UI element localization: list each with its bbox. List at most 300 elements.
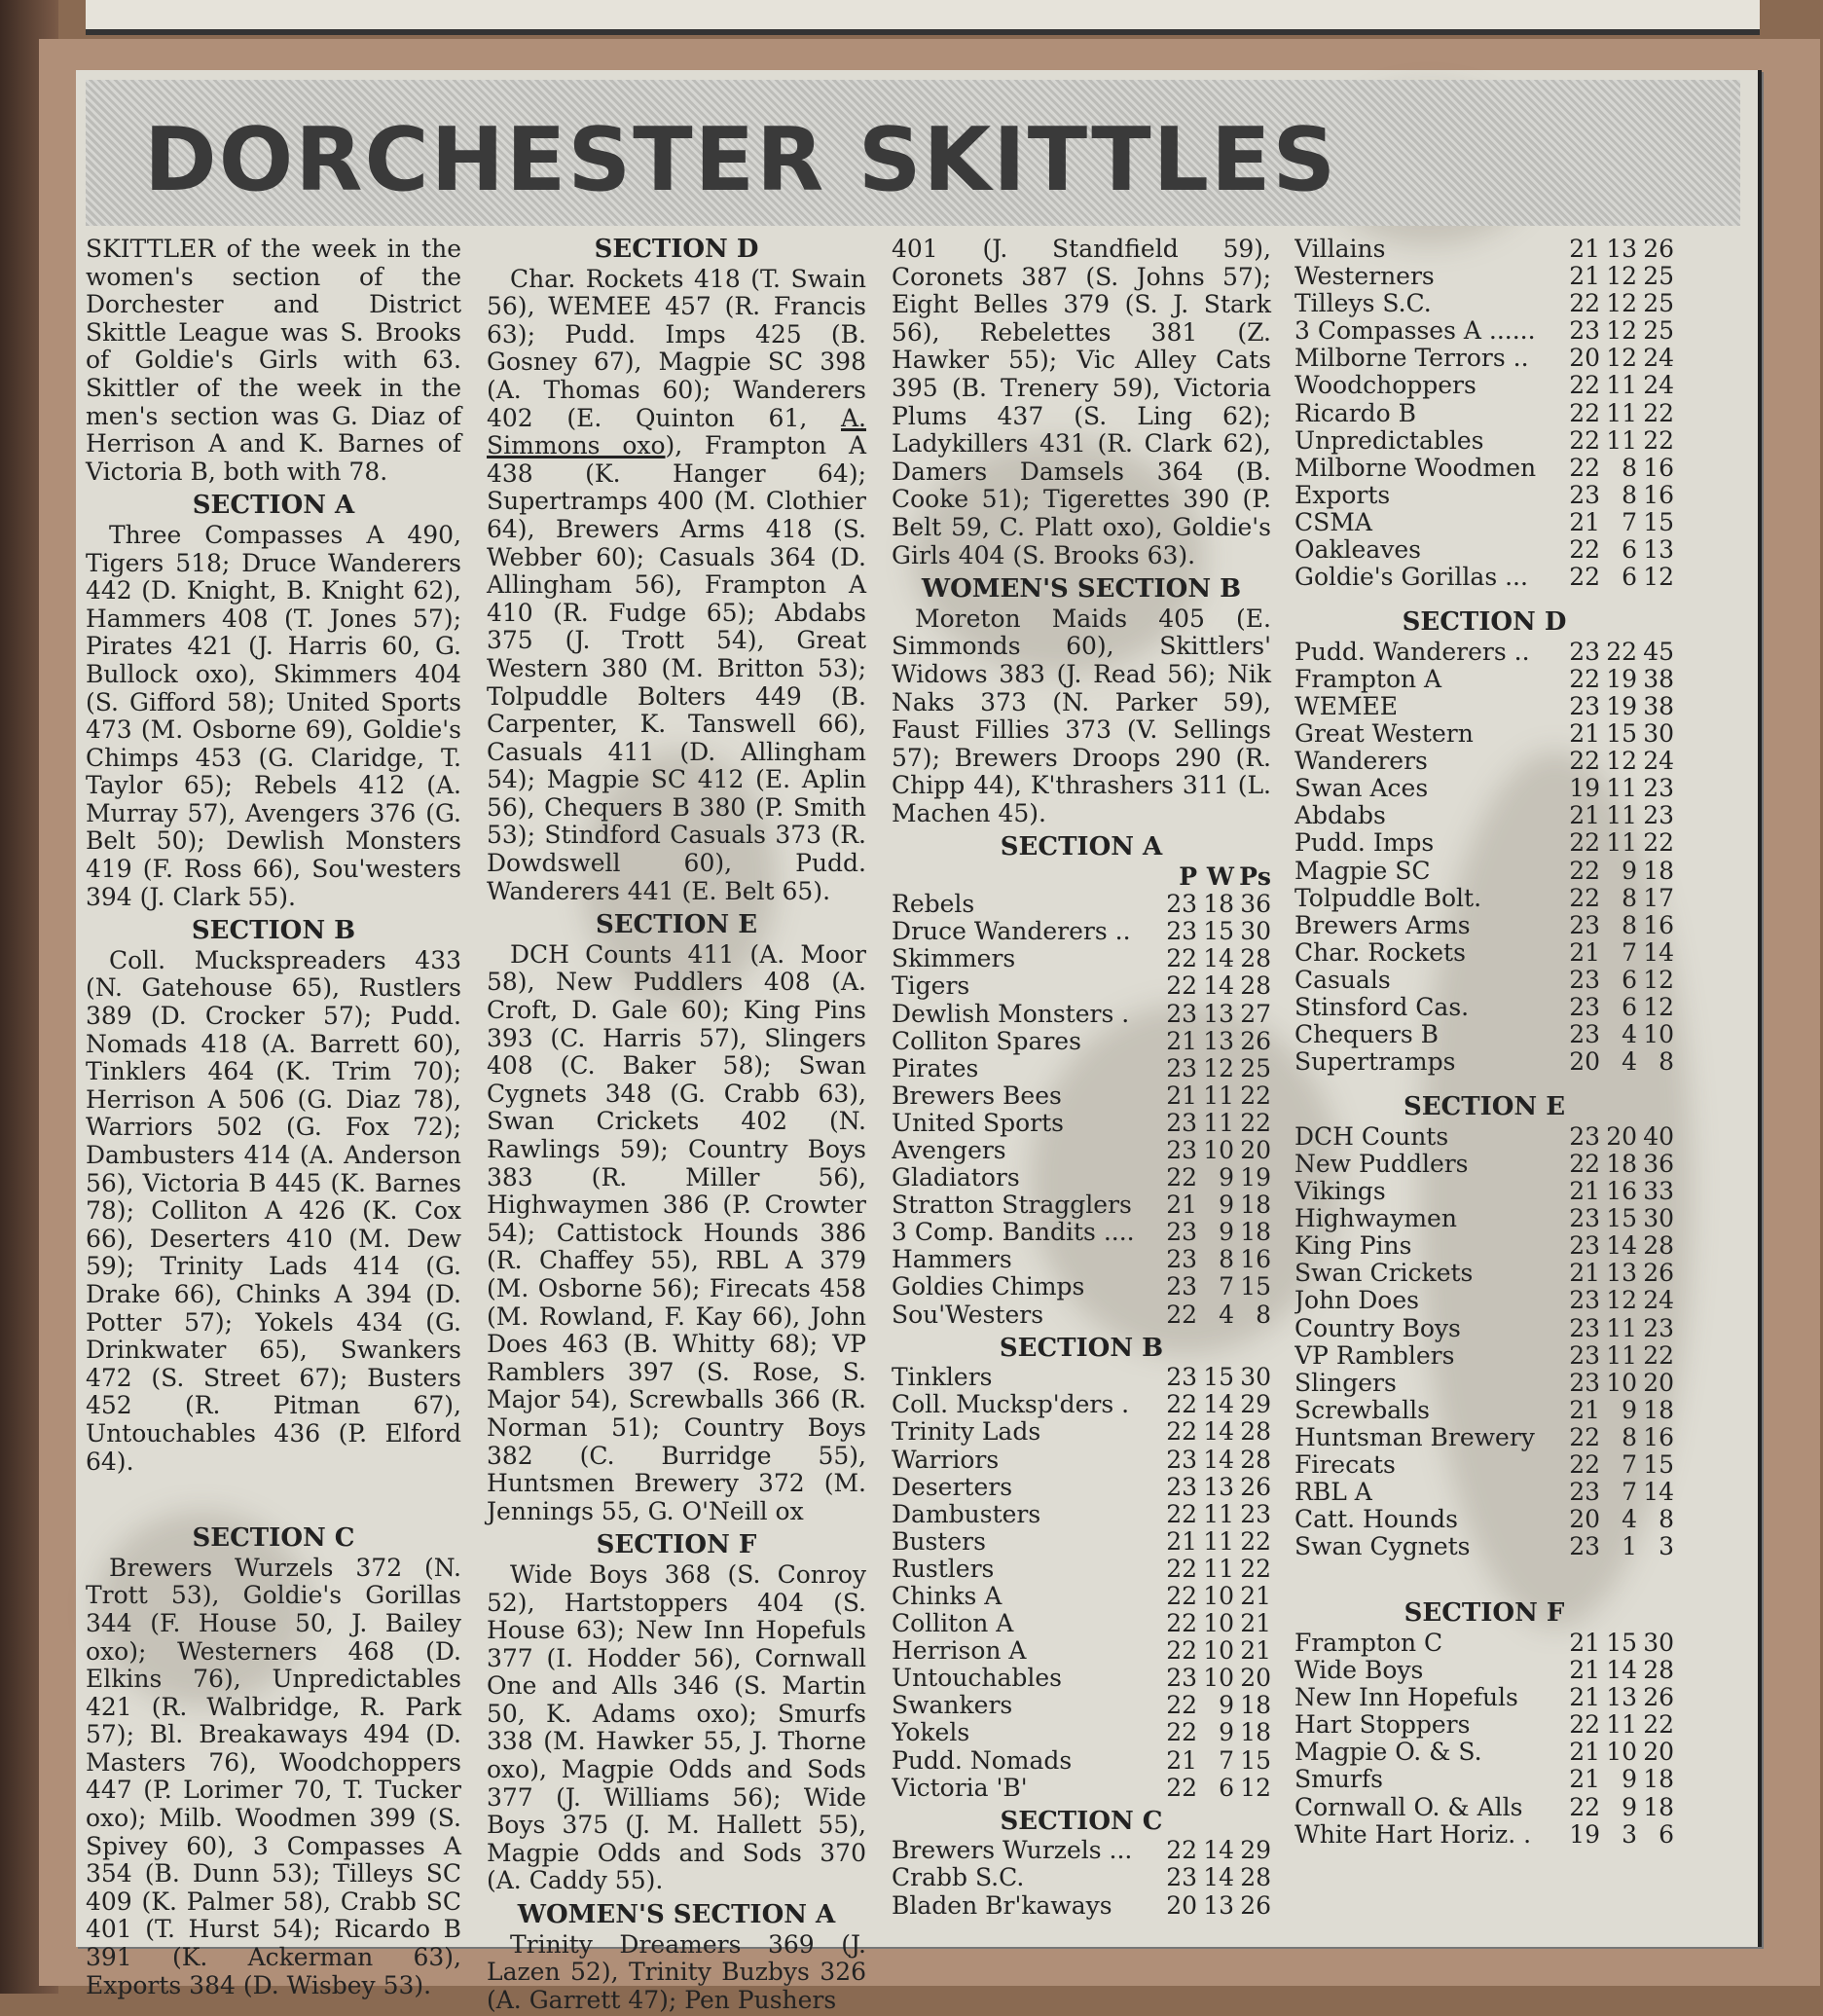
points: 29 [1240, 1836, 1271, 1865]
table-d-heading: SECTION D [1402, 607, 1567, 638]
won: 11 [1203, 1108, 1234, 1137]
team-name: Smurfs [1294, 1766, 1383, 1794]
played: 23 [1569, 1340, 1600, 1370]
played: 21 [1166, 1191, 1197, 1220]
team-name: Highwaymen [1294, 1205, 1457, 1233]
team-name: Untouchables [892, 1665, 1062, 1693]
table-row [892, 1164, 1271, 1191]
team-name: Dambusters [892, 1500, 1041, 1528]
table-row [892, 1665, 1271, 1692]
played: 22 [1166, 1417, 1197, 1447]
league-table-b [892, 1364, 1271, 1802]
won: 8 [1622, 910, 1637, 939]
team-name: Unpredictables [1294, 426, 1484, 455]
played: 23 [1569, 1286, 1600, 1315]
won: 9 [1219, 1163, 1234, 1192]
played: 22 [1569, 535, 1600, 565]
points: 3 [1659, 1532, 1674, 1561]
points: 28 [1240, 1417, 1271, 1447]
points: 15 [1643, 507, 1674, 536]
team-name: Westerners [1294, 263, 1435, 291]
won: 9 [1622, 1395, 1637, 1424]
played: 21 [1569, 719, 1600, 749]
points: 36 [1240, 890, 1271, 919]
table-row [892, 1775, 1271, 1802]
table-row [892, 1364, 1271, 1391]
table-row [892, 1301, 1271, 1329]
table-row [892, 1055, 1271, 1082]
points: 13 [1643, 535, 1674, 565]
team-name: Ricardo B [1294, 399, 1417, 427]
team-name: Wide Boys [1294, 1657, 1424, 1685]
team-name: New Inn Hopefuls [1294, 1684, 1518, 1712]
table-row [892, 1391, 1271, 1418]
played: 21 [1569, 1656, 1600, 1685]
team-name: Oakleaves [1294, 536, 1421, 565]
team-name: Casuals [1294, 966, 1391, 994]
table-row [1294, 455, 1674, 482]
played: 23 [1569, 1121, 1600, 1151]
team-name: Stinsford Cas. [1294, 994, 1470, 1022]
played: 21 [1569, 235, 1600, 263]
points: 17 [1643, 883, 1674, 912]
played: 22 [1569, 1792, 1600, 1821]
points: 16 [1240, 1245, 1271, 1274]
played: 21 [1569, 1738, 1600, 1767]
points: 22 [1240, 1554, 1271, 1583]
points: 18 [1643, 1792, 1674, 1821]
team-name: Bladen Br'kaways [892, 1891, 1112, 1920]
won: 11 [1203, 1081, 1234, 1110]
table-row [1294, 400, 1674, 427]
won: 9 [1622, 856, 1637, 885]
played: 22 [1569, 828, 1600, 858]
won: 14 [1203, 1390, 1234, 1419]
won: 9 [1219, 1691, 1234, 1720]
played: 23 [1166, 1218, 1197, 1247]
points: 6 [1659, 1819, 1674, 1849]
played: 22 [1569, 289, 1600, 318]
table-row [1294, 564, 1674, 591]
points: 22 [1643, 1710, 1674, 1740]
table-row [1294, 994, 1674, 1021]
team-name: Swan Cygnets [1294, 1533, 1471, 1561]
team-name: Pudd. Imps [1294, 829, 1435, 858]
team-name: Chequers B [1294, 1021, 1440, 1049]
team-name: Colliton A [892, 1610, 1014, 1638]
team-name: Coll. Mucksp'ders . [892, 1391, 1130, 1419]
team-name: New Puddlers [1294, 1151, 1469, 1178]
played: 23 [1166, 917, 1197, 946]
won: 11 [1606, 1340, 1637, 1370]
won: 13 [1606, 1259, 1637, 1288]
won: 11 [1606, 398, 1637, 427]
points: 16 [1643, 480, 1674, 509]
played: 22 [1166, 1300, 1197, 1329]
played: 23 [1166, 1363, 1197, 1392]
won: 10 [1203, 1582, 1234, 1610]
played: 23 [1166, 890, 1197, 919]
played: 22 [1569, 1150, 1600, 1178]
points: 26 [1643, 235, 1674, 263]
table-row [1294, 1123, 1674, 1151]
played: 22 [1166, 1636, 1197, 1666]
team-name: Vikings [1294, 1178, 1386, 1206]
won: 9 [1622, 1792, 1637, 1821]
table-c-heading: SECTION C [1000, 1806, 1163, 1836]
table-row [1294, 536, 1674, 564]
points: 28 [1240, 1445, 1271, 1474]
points: 24 [1643, 1286, 1674, 1315]
team-name: CSMA [1294, 508, 1372, 536]
played: 23 [1569, 1020, 1600, 1049]
team-name: Crabb S.C. [892, 1864, 1025, 1892]
played: 23 [1166, 1245, 1197, 1274]
won: 10 [1203, 1609, 1234, 1638]
points: 23 [1240, 1499, 1271, 1528]
won: 12 [1606, 344, 1637, 373]
won: 14 [1203, 1863, 1234, 1892]
section-a-heading: SECTION A [192, 491, 355, 521]
won: 10 [1203, 1636, 1234, 1666]
played: 23 [1569, 316, 1600, 346]
played: 23 [1569, 993, 1600, 1022]
team-name: Tinklers [892, 1364, 993, 1392]
points: 16 [1643, 910, 1674, 939]
won: 11 [1606, 1313, 1637, 1342]
table-row [1294, 1232, 1674, 1260]
won: 18 [1203, 890, 1234, 919]
won: 14 [1203, 1445, 1234, 1474]
points: 22 [1240, 1526, 1271, 1556]
points: 18 [1643, 1395, 1674, 1424]
points: 30 [1643, 719, 1674, 749]
played: 21 [1166, 1081, 1197, 1110]
column-1 [86, 236, 461, 2001]
table-row [892, 1637, 1271, 1665]
team-name: Pudd. Wanderers .. [1294, 638, 1530, 666]
played: 21 [1569, 262, 1600, 291]
team-name: Herrison A [892, 1637, 1027, 1666]
section-d-results [487, 266, 866, 906]
points: 22 [1240, 1108, 1271, 1137]
played: 23 [1166, 1272, 1197, 1301]
won: 6 [1622, 965, 1637, 994]
won: 6 [1622, 993, 1637, 1022]
section-f-results: Wide Boys 368 (S. Conroy 52), Hartstoppers 404 (S. House 63); New Inn Hopefuls 377 (I. Hodder 56), Cornwall One and Alls 346 (S. Martin 50, K. Adams oxo); Smurfs 338 (M. Hawker 55, J. Thorne oxo), Magpie Odds and Sods 377 (J. Williams 56); Wide Boys 375 (J. M. Hallett 55), Magpie Odds and Sods 370 (A. Caddy 55). [487, 1559, 866, 1895]
points: 14 [1643, 1478, 1674, 1507]
points: 25 [1643, 316, 1674, 346]
table-row [1294, 967, 1674, 994]
team-name: Warriors [892, 1446, 1000, 1474]
team-name: Exports [1294, 481, 1391, 509]
won: 6 [1622, 535, 1637, 565]
table-row [1294, 1739, 1674, 1766]
played: 23 [1166, 1053, 1197, 1082]
table-row [892, 1719, 1271, 1746]
won: 8 [1622, 453, 1637, 482]
table-row [1294, 263, 1674, 290]
league-table-c [892, 1837, 1271, 1919]
table-row [1294, 1821, 1674, 1849]
points: 30 [1643, 1204, 1674, 1233]
points: 36 [1643, 1150, 1674, 1178]
table-row [1294, 720, 1674, 748]
table-row [892, 1447, 1271, 1474]
won: 11 [1606, 425, 1637, 455]
table-row [1294, 639, 1674, 666]
league-table-c-continued [1294, 236, 1674, 591]
points: 12 [1643, 993, 1674, 1022]
points: 23 [1643, 801, 1674, 830]
played: 22 [1166, 971, 1197, 1001]
table-row [1294, 1287, 1674, 1314]
points: 33 [1643, 1177, 1674, 1206]
team-name: DCH Counts [1294, 1122, 1449, 1151]
team-name: Pudd. Nomads [892, 1746, 1073, 1775]
points: 15 [1643, 1450, 1674, 1480]
team-name: Huntsman Brewery [1294, 1423, 1535, 1451]
team-name: Milborne Terrors .. [1294, 345, 1529, 373]
won: 12 [1606, 747, 1637, 776]
team-name: Victoria 'B' [892, 1774, 1028, 1802]
points: 16 [1643, 1422, 1674, 1451]
team-name: Chinks A [892, 1583, 1003, 1610]
won: 11 [1606, 828, 1637, 858]
table-row [892, 1191, 1271, 1219]
played: 23 [1166, 999, 1197, 1028]
table-row [892, 1528, 1271, 1556]
played: 23 [1569, 480, 1600, 509]
table-row [1294, 775, 1674, 802]
played: 23 [1166, 1136, 1197, 1164]
won: 7 [1622, 1450, 1637, 1480]
played: 22 [1569, 664, 1600, 693]
won: 15 [1203, 1363, 1234, 1392]
points: 22 [1643, 828, 1674, 858]
points: 26 [1240, 1026, 1271, 1055]
table-row [1294, 666, 1674, 693]
team-name: Country Boys [1294, 1314, 1461, 1342]
played: 22 [1569, 453, 1600, 482]
won: 12 [1606, 316, 1637, 346]
points: 28 [1240, 1863, 1271, 1892]
points: 18 [1643, 856, 1674, 885]
team-name: Frampton C [1294, 1630, 1443, 1657]
played: 22 [1166, 1163, 1197, 1192]
table-row [1294, 1397, 1674, 1424]
team-name: Avengers [892, 1137, 1006, 1164]
table-row [892, 1747, 1271, 1775]
won: 11 [1606, 1710, 1637, 1740]
team-name: Tilleys S.C. [1294, 290, 1432, 318]
team-name: United Sports [892, 1109, 1064, 1137]
table-row [1294, 1178, 1674, 1205]
table-row [892, 1556, 1271, 1583]
played: 22 [1166, 1390, 1197, 1419]
team-name: Brewers Arms [1294, 911, 1471, 939]
played: 22 [1166, 944, 1197, 973]
table-row [1294, 1151, 1674, 1178]
team-name: Skimmers [892, 945, 1016, 973]
points: 8 [1659, 1505, 1674, 1534]
table-row [892, 1246, 1271, 1273]
points: 29 [1240, 1390, 1271, 1419]
points: 20 [1643, 1738, 1674, 1767]
team-name: Pirates [892, 1054, 979, 1082]
played: 20 [1166, 1890, 1197, 1920]
points: 12 [1643, 965, 1674, 994]
won: 4 [1622, 1020, 1637, 1049]
team-name: RBL A [1294, 1479, 1372, 1507]
team-name: Cornwall O. & Alls [1294, 1793, 1523, 1821]
table-row [1294, 1711, 1674, 1739]
table-a-heading: SECTION A [1000, 832, 1163, 862]
played: 23 [1569, 1313, 1600, 1342]
table-row [1294, 509, 1674, 536]
points: 20 [1240, 1136, 1271, 1164]
points: 10 [1643, 1020, 1674, 1049]
table-row [1294, 829, 1674, 857]
team-name: Char. Rockets [1294, 938, 1466, 967]
won: 7 [1622, 937, 1637, 967]
won: 12 [1203, 1053, 1234, 1082]
played: 21 [1569, 1683, 1600, 1712]
played: 19 [1569, 1819, 1600, 1849]
won: 8 [1622, 883, 1637, 912]
points: 18 [1240, 1718, 1271, 1747]
played: 21 [1569, 1629, 1600, 1657]
table-row [1294, 236, 1674, 263]
won: 9 [1219, 1191, 1234, 1220]
headline-banner [86, 80, 1740, 226]
played: 21 [1166, 1526, 1197, 1556]
team-name: Trinity Lads [892, 1418, 1041, 1447]
team-name: Druce Wanderers .. [892, 918, 1131, 946]
played: 22 [1569, 856, 1600, 885]
team-name: Magpie O. & S. [1294, 1739, 1482, 1767]
played: 22 [1166, 1554, 1197, 1583]
points: 12 [1643, 563, 1674, 592]
team-name: Hammers [892, 1246, 1012, 1274]
women-section-b-results: Moreton Maids 405 (E. Simmonds 60), Skittlers' Widows 383 (J. Read 56); Nik Naks 373 (N. Parker 59), Faust Fillies 373 (V. Sellings 57); Brewers Droops 290 (R. Chipp 44), K'thrashers 311 (L. Machen 45). [892, 604, 1271, 827]
points: 14 [1643, 937, 1674, 967]
played: 23 [1166, 1863, 1197, 1892]
points: 30 [1643, 1629, 1674, 1657]
team-name: Woodchoppers [1294, 372, 1477, 400]
women-section-a-continued: 401 (J. Standfield 59), Coronets 387 (S. Johns 57); Eight Belles 379 (S. J. Stark 56), Rebelettes 381 (Z. Hawker 55); Vic Alley Cats 395 (B. Trenery 59), Victoria Plums 437 (S. Ling 62); Ladykillers 431 (R. Clark 62), Damers Damsels 364 (B. Cooke 51); Tigerettes 390 (P. Belt 59, C. Platt oxo), Goldie's Girls 404 (S. Brooks 63). [892, 235, 1271, 569]
won: 11 [1203, 1499, 1234, 1528]
points: 18 [1240, 1191, 1271, 1220]
played: 21 [1166, 1026, 1197, 1055]
table-row [1294, 1315, 1674, 1342]
team-name: Swankers [892, 1692, 1013, 1720]
played: 21 [1569, 1259, 1600, 1288]
table-row [892, 891, 1271, 918]
played: 22 [1569, 371, 1600, 400]
played: 21 [1569, 1177, 1600, 1206]
played: 23 [1569, 910, 1600, 939]
won: 13 [1203, 1890, 1234, 1920]
team-name: Frampton A [1294, 665, 1442, 693]
points: 24 [1643, 371, 1674, 400]
played: 23 [1166, 1472, 1197, 1501]
points: 22 [1643, 1340, 1674, 1370]
section-d-text-part2: ), Frampton A 438 (K. Hanger 64); Supertramps 400 (M. Clothier 64), Brewers Arms 418 (S. Webber 60); Casuals 364 (D. Allingham 56), Frampton A 410 (R. Fudge 65); Abdabs 375 (J. Trott 54), Great Western 380 (M. Britton 53); Tolpuddle Bolters 449 (B. Carpenter, K. Tanswell 66), Casuals 411 (D. Allingham 54); Magpie SC 412 (E. Aplin 56), Chequers B 380 (P. Smith 53); Stindford Casuals 373 (R. Dowdswell 60), Pudd. Wanderers 441 (E. Belt 65). [487, 431, 866, 905]
won: 19 [1606, 664, 1637, 693]
women-section-a-results: Trinity Dreamers 369 (J. Lazen 52), Trinity Buzbys 326 (A. Garrett 47); Pen Pushers [487, 1929, 866, 2014]
played: 22 [1166, 1609, 1197, 1638]
table-row [892, 972, 1271, 1000]
won: 4 [1622, 1505, 1637, 1534]
intro-paragraph: SKITTLER of the week in the women's section of the Dorchester and District Skittle League was S. Brooks of Goldie's Girls with 63. Skittler of the week in the men's section was G. Diaz of Herrison A and K. Barnes of Victoria B, both with 78. [86, 235, 461, 486]
women-section-a-heading: WOMEN'S SECTION A [517, 1900, 836, 1930]
team-name: VP Ramblers [1294, 1341, 1455, 1370]
team-name: Rustlers [892, 1555, 995, 1583]
points: 38 [1643, 692, 1674, 720]
played: 23 [1569, 637, 1600, 666]
won: 15 [1606, 1204, 1637, 1233]
points: 12 [1240, 1773, 1271, 1802]
points: 18 [1643, 1765, 1674, 1794]
won: 9 [1622, 1765, 1637, 1794]
table-row [892, 1474, 1271, 1501]
table-row [1294, 1021, 1674, 1048]
played: 21 [1569, 1395, 1600, 1424]
table-row [892, 1610, 1271, 1637]
table-row [1294, 912, 1674, 939]
col-header-points: Ps [1239, 862, 1271, 892]
table-row [1294, 1794, 1674, 1821]
table-b-heading: SECTION B [999, 1333, 1164, 1363]
played: 22 [1569, 563, 1600, 592]
won: 18 [1606, 1150, 1637, 1178]
played: 23 [1166, 1445, 1197, 1474]
team-name: King Pins [1294, 1232, 1412, 1261]
col-header-played: P [1179, 862, 1197, 892]
won: 6 [1219, 1773, 1234, 1802]
won: 6 [1622, 563, 1637, 592]
newspaper-clipping [76, 70, 1762, 2014]
table-row [1294, 372, 1674, 399]
won: 14 [1203, 1836, 1234, 1865]
won: 15 [1203, 917, 1234, 946]
points: 38 [1643, 664, 1674, 693]
played: 23 [1569, 1204, 1600, 1233]
table-row [1294, 427, 1674, 455]
team-name: Stratton Stragglers [892, 1191, 1132, 1220]
team-name: Milborne Woodmen [1294, 454, 1537, 482]
team-name: John Does [1294, 1287, 1419, 1315]
won: 12 [1606, 262, 1637, 291]
section-f-heading: SECTION F [596, 1530, 757, 1560]
table-row [1294, 1205, 1674, 1232]
played: 21 [1569, 937, 1600, 967]
won: 10 [1606, 1368, 1637, 1397]
played: 23 [1166, 1664, 1197, 1693]
table-row [1294, 1630, 1674, 1657]
points: 26 [1240, 1472, 1271, 1501]
table-row [1294, 1533, 1674, 1560]
played: 21 [1569, 507, 1600, 536]
section-c-results: Brewers Wurzels 372 (N. Trott 53), Goldie's Gorillas 344 (F. House 50, J. Bailey oxo); Westerners 468 (D. Elkins 76), Unpredictables 421 (R. Walbridge, R. Park 57); Bl. Breakaways 494 (D. Masters 76), Woodchoppers 447 (P. Lorimer 70, T. Tucker oxo); Milb. Woodmen 399 (S. Spivey 60), 3 Compasses A 354 (B. Dunn 53); Tilleys SC 409 (K. Palmer 58), Crabb SC 401 (T. Hurst 54); Ricardo B 391 (K. Ackerman 63), Exports 384 (D. Wisbey 53). [86, 1553, 461, 1999]
won: 19 [1606, 692, 1637, 720]
points: 25 [1240, 1053, 1271, 1082]
table-row [892, 1001, 1271, 1028]
team-name: Brewers Wurzels ... [892, 1837, 1133, 1865]
team-name: Supertramps [1294, 1048, 1456, 1077]
points: 30 [1240, 917, 1271, 946]
